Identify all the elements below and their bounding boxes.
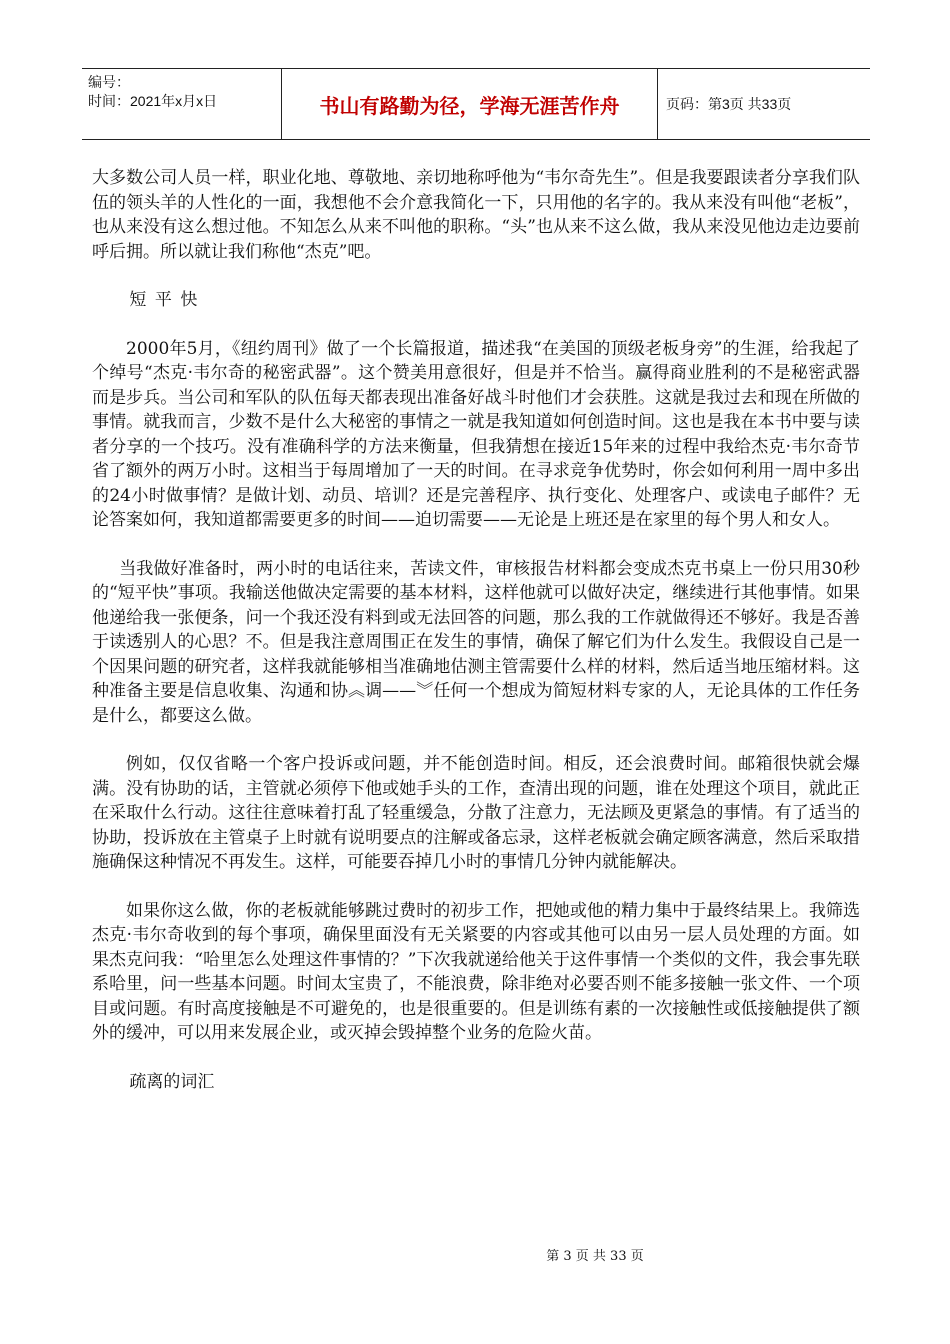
paragraph-3: 当我做好准备时，两小时的电话往来，苦读文件，审核报告材料都会变成杰克书桌上一份只用30秒的“短平快”事项。我输送他做决定需要的基本材料，这样他就可以做好决定，继续进行其他事情。如果他递给我一张便条，问一个我还没有料到或无法回答的问题，那么我的工作就做得还不够好。我是否善于读透别人的心思？不。但是我注意周围正在发生的事情，确保了解它们为什么发生。我假设自己是一个因果问题的研究者，这样我就能够相当准确地估测主管需要什么样的材料，然后适当地压缩材料。这种准备主要是信息收集、沟通和协︽调——︾任何一个想成为简短材料专家的人，无论具体的工作任务是什么，都要这么做。 bbox=[92, 558, 860, 726]
paragraph-4: 例如，仅仅省略一个客户投诉或问题，并不能创造时间。相反，还会浪费时间。邮箱很快就会爆满。没有协助的话，主管就必须停下他或她手头的工作，查清出现的问题，谁在处理这个项目，就此正在采取什么行动。这往往意味着打乱了轻重缓急，分散了注意力，无法顾及更紧急的事情。有了适当的协助，投诉放在主管桌子上时就有说明要点的注解或备忘录，这样老板就会确定顾客满意，然后采取措施确保这种情况不再发生。这样，可能要吞掉几小时的事情几分钟内就能解决。 bbox=[92, 754, 860, 872]
section-heading-2: 疏离的词汇 bbox=[129, 1071, 215, 1092]
paragraph-1: 大多数公司人员一样，职业化地、尊敬地、亲切地称呼他为“韦尔奇先生”。但是我要跟读者分享我们队伍的领头羊的人性化的一面，我想他不会介意我简化一下，只用他的名字的。我从来没有叫他“老板”，也从来没有这么想过他。不知怎么从来不叫他的职称。“头”也从来不这么做，我从来没见他边走边要前呼后拥。所以就让我们称他“杰克”吧。 bbox=[92, 168, 860, 262]
page-footer: 第 3 页 共 33 页 bbox=[546, 1249, 644, 1264]
header-meta bbox=[82, 69, 282, 139]
paragraph-5: 如果你这么做，你的老板就能够跳过费时的初步工作，把她或他的精力集中于最终结果上。我筛选杰克·韦尔奇收到的每个事项，确保里面没有无关紧要的内容或其他可以由另一层人员处理的方面。如果杰克问我：“哈里怎么处理这件事情的？”下次我就递给他关于这件事情一个类似的文件，我会事先联系哈里，问一些基本问题。时间太宝贵了，不能浪费，除非绝对必要否则不能多接触一张文件、一个项目或问题。有时高度接触是不可避免的，也是很重要的。但是训练有素的一次接触性或低接触提供了额外的缓冲，可以用来发展企业，或灭掉会毁掉整个业务的危险火苗。 bbox=[92, 900, 860, 1043]
page-header bbox=[82, 68, 870, 140]
header-id-label: 编号： bbox=[88, 74, 130, 90]
header-date: 时间：2021年x月x日 bbox=[88, 93, 218, 109]
paragraph-2: 2000年5月，《纽约周刊》做了一个长篇报道，描述我“在美国的顶级老板身旁”的生涯，给我起了个绰号“杰克·韦尔奇的秘密武器”。这个赞美用意很好，但是并不恰当。赢得商业胜利的不是秘密武器而是步兵。当公司和军队的队伍每天都表现出准备好战斗时他们才会获胜。这就是我过去和现在所做的事情。就我而言，少数不是什么大秘密的事情之一就是我知道如何创造时间。这也是我在本书中要与读者分享的一个技巧。没有准确科学的方法来衡量，但我猜想在接近15年来的过程中我给杰克·韦尔奇节省了额外的两万小时。这相当于每周增加了一天的时间。在寻求竞争优势时，你会如何利用一周中多出的24小时做事情？是做计划、动员、培训？还是完善程序、执行变化、处理客户、或读电子邮件？无论答案如何，我知道都需要更多的时间——迫切需要——无论是上班还是在家里的每个男人和女人。 bbox=[92, 338, 860, 530]
section-heading-1: 短平快 bbox=[129, 290, 206, 310]
document-body bbox=[92, 166, 860, 1118]
header-motto: 书山有路勤为径，学海无涯苦作舟 bbox=[282, 69, 658, 139]
header-page-info: 页码：第3页 共33页 bbox=[666, 96, 792, 112]
